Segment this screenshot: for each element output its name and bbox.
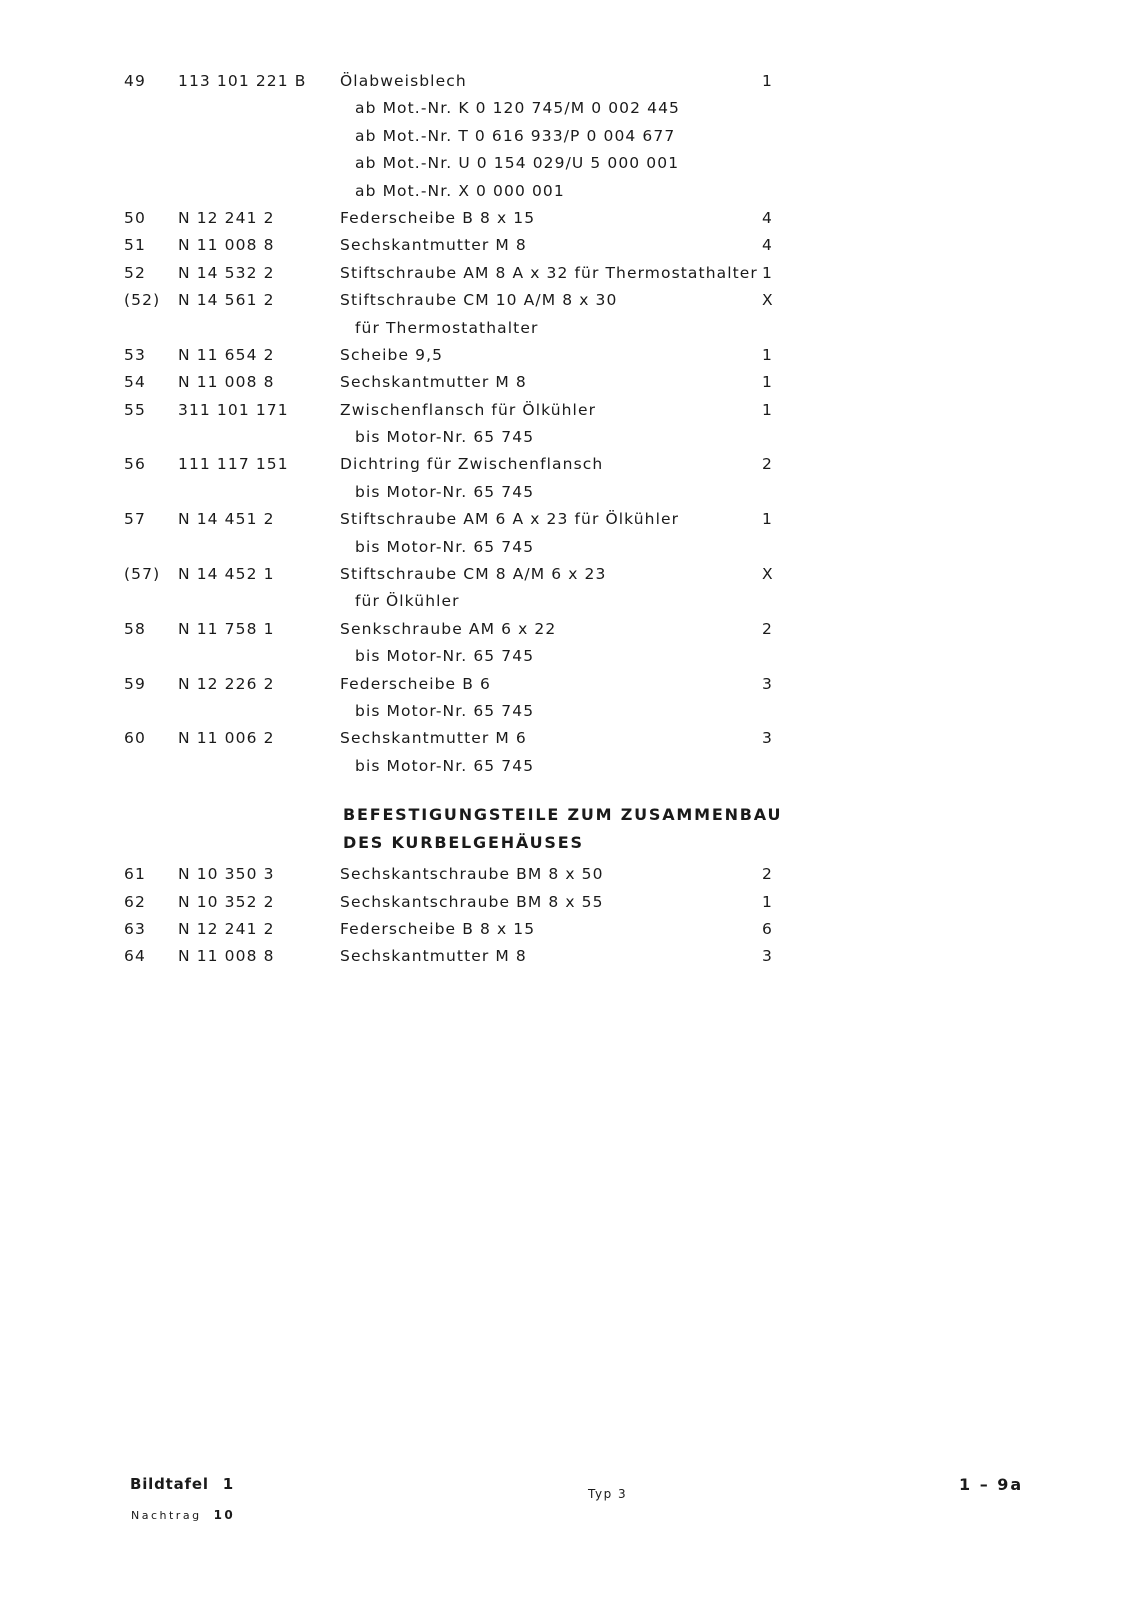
part-note: für Ölkühler [355,592,460,611]
part-note: ab Mot.-Nr. K 0 120 745/M 0 002 445 [355,99,680,118]
section-heading-line-1: BEFESTIGUNGSTEILE ZUM ZUSAMMENBAU [343,805,783,825]
part-note: bis Motor-Nr. 65 745 [355,537,535,556]
part-description: Stiftschraube CM 10 A/M 8 x 30 [340,291,618,310]
part-note: bis Motor-Nr. 65 745 [355,482,535,501]
table-row [0,561,1139,588]
part-note: bis Motor-Nr. 65 745 [355,756,535,775]
note-row [0,479,1139,506]
note-row [0,534,1139,561]
nachtrag-label: Nachtrag [131,1509,202,1522]
parts-list-rows-2 [0,861,1139,971]
part-description: Senkschraube AM 6 x 22 [340,619,557,638]
position-number: (52) [124,291,161,310]
table-row [0,369,1139,396]
table-row [0,861,1139,888]
quantity: 2 [762,455,773,474]
part-description: Sechskantmutter M 8 [340,947,527,966]
quantity: 1 [762,72,773,90]
position-number: 60 [124,729,146,748]
section-heading [0,801,1139,857]
table-row [0,506,1139,533]
note-row [0,315,1139,342]
part-number: 113 101 221 B [178,72,307,90]
part-note: bis Motor-Nr. 65 745 [355,428,535,447]
quantity: 2 [762,619,773,638]
table-row [0,451,1139,478]
table-row [0,260,1139,287]
position-number: (57) [124,565,161,584]
part-description: Ölabweisblech [340,72,467,90]
footer-nachtrag [131,1508,235,1522]
position-number: 57 [124,510,146,529]
nachtrag-number: 10 [213,1508,236,1522]
table-row [0,889,1139,916]
note-row [0,150,1139,177]
quantity: 4 [762,208,773,227]
quantity: 2 [762,865,773,884]
part-note: ab Mot.-Nr. X 0 000 001 [355,181,565,200]
table-row [0,916,1139,943]
position-number: 64 [124,947,146,966]
quantity: X [762,565,774,584]
footer-bildtafel [130,1475,234,1493]
quantity: X [762,291,774,310]
part-description: Stiftschraube AM 6 A x 23 für Ölkühler [340,510,680,529]
position-number: 59 [124,674,146,693]
part-note: bis Motor-Nr. 65 745 [355,647,535,666]
position-number: 63 [124,919,146,938]
part-description: Federscheibe B 8 x 15 [340,208,536,227]
part-description: Dichtring für Zwischenflansch [340,455,604,474]
table-row [0,342,1139,369]
table-row [0,205,1139,232]
part-description: Sechskantmutter M 8 [340,373,527,392]
note-row [0,698,1139,725]
table-row [0,943,1139,970]
part-number: 311 101 171 [178,400,289,419]
page-number: 1 – 9a [959,1475,1024,1494]
quantity: 3 [762,674,773,693]
table-row [0,68,1139,95]
part-number: N 14 532 2 [178,263,275,282]
table-row [0,671,1139,698]
quantity: 6 [762,919,773,938]
part-number: N 12 226 2 [178,674,275,693]
table-row [0,725,1139,752]
parts-list [0,68,1139,971]
part-number: N 11 008 8 [178,947,275,966]
part-number: N 11 008 8 [178,373,275,392]
part-description: Sechskantmutter M 8 [340,236,527,255]
position-number: 56 [124,455,146,474]
position-number: 61 [124,865,146,884]
quantity: 1 [762,263,773,282]
position-number: 58 [124,619,146,638]
part-note: für Thermostathalter [355,318,539,337]
part-description: Scheibe 9,5 [340,345,444,364]
table-row [0,232,1139,259]
bildtafel-label: Bildtafel [130,1475,209,1493]
table-row [0,397,1139,424]
quantity: 1 [762,892,773,911]
part-number: 111 117 151 [178,455,289,474]
quantity: 1 [762,345,773,364]
part-description: Stiftschraube AM 8 A x 32 für Thermostathalter [340,263,758,282]
part-description: Sechskantmutter M 6 [340,729,527,748]
section-heading-line-2: DES KURBELGEHÄUSES [343,833,584,853]
table-row [0,616,1139,643]
part-note: ab Mot.-Nr. T 0 616 933/P 0 004 677 [355,126,676,145]
note-row [0,753,1139,780]
position-number: 50 [124,208,146,227]
position-number: 51 [124,236,146,255]
table-row [0,287,1139,314]
part-description: Sechskantschraube BM 8 x 55 [340,892,604,911]
quantity: 3 [762,729,773,748]
part-note: ab Mot.-Nr. U 0 154 029/U 5 000 001 [355,154,680,173]
part-number: N 12 241 2 [178,208,275,227]
quantity: 1 [762,400,773,419]
part-description: Sechskantschraube BM 8 x 50 [340,865,604,884]
quantity: 1 [762,373,773,392]
bildtafel-number: 1 [222,1475,235,1493]
note-row [0,123,1139,150]
part-number: N 11 654 2 [178,345,275,364]
note-row [0,643,1139,670]
part-number: N 10 352 2 [178,892,275,911]
part-number: N 11 006 2 [178,729,275,748]
part-number: N 14 451 2 [178,510,275,529]
note-row [0,95,1139,122]
part-number: N 11 008 8 [178,236,275,255]
quantity: 1 [762,510,773,529]
part-number: N 12 241 2 [178,919,275,938]
position-number: 49 [124,72,146,90]
part-description: Stiftschraube CM 8 A/M 6 x 23 [340,565,607,584]
note-row [0,588,1139,615]
part-number: N 14 452 1 [178,565,275,584]
part-note: bis Motor-Nr. 65 745 [355,701,535,720]
position-number: 53 [124,345,146,364]
part-number: N 14 561 2 [178,291,275,310]
part-number: N 11 758 1 [178,619,275,638]
quantity: 3 [762,947,773,966]
part-description: Federscheibe B 6 [340,674,491,693]
note-row [0,424,1139,451]
part-description: Federscheibe B 8 x 15 [340,919,536,938]
position-number: 52 [124,263,146,282]
parts-list-rows [0,68,1139,780]
position-number: 55 [124,400,146,419]
part-number: N 10 350 3 [178,865,275,884]
part-description: Zwischenflansch für Ölkühler [340,400,597,419]
footer-typ: Typ 3 [588,1487,628,1501]
note-row [0,178,1139,205]
quantity: 4 [762,236,773,255]
position-number: 54 [124,373,146,392]
position-number: 62 [124,892,146,911]
